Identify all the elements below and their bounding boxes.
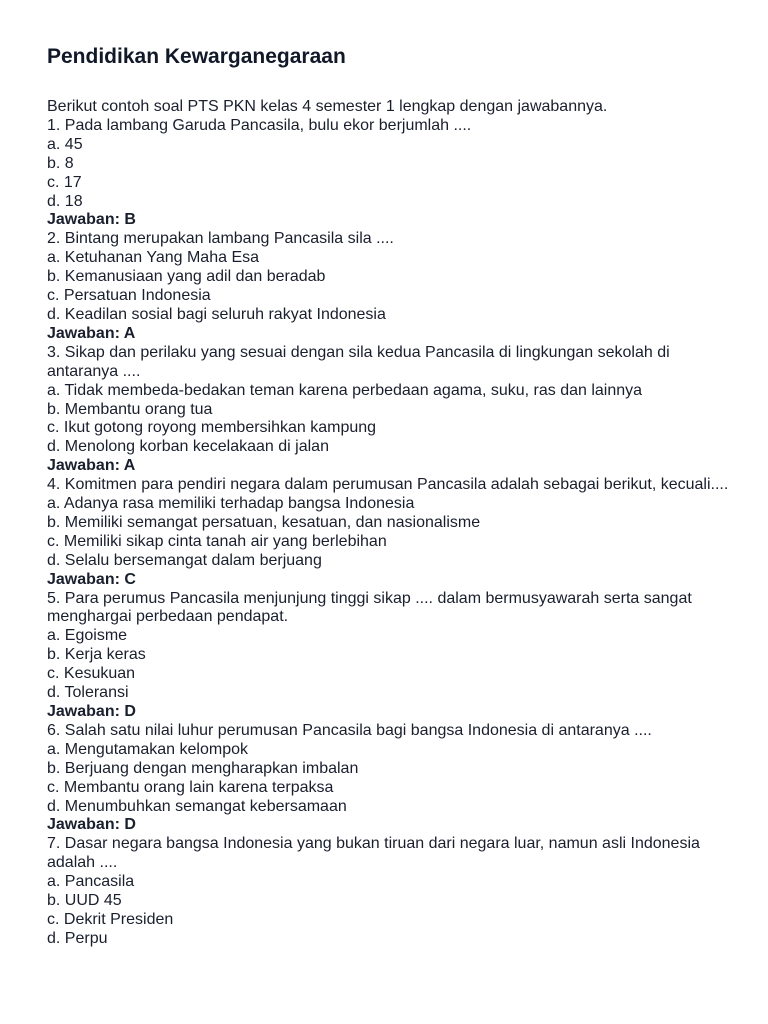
option-b: b. Kemanusiaan yang adil dan beradab [47,268,326,286]
option-c: c. Kesukuan [47,665,136,683]
document-page [47,44,737,949]
question-4 [47,476,737,589]
option-b: b. Membantu orang tua [47,400,213,418]
option-a: a. Pancasila [47,873,135,891]
option-d: d. Keadilan sosial bagi seluruh rakyat Indonesia [47,305,386,323]
option-c: c. Membantu orang lain karena terpaksa [47,778,334,796]
answer-text: Jawaban: A [47,324,136,342]
question-text: 6. Salah satu nilai luhur perumusan Pancasila bagi bangsa Indonesia di antaranya .... [47,721,652,739]
option-c: c. Ikut gotong royong membersihkan kampung [47,419,377,437]
document-title: Pendidikan Kewarganegaraan [47,45,346,68]
option-d: d. 18 [47,192,83,210]
question-6 [47,722,737,835]
question-2 [47,230,737,343]
option-b: b. Berjuang dengan mengharapkan imbalan [47,759,359,777]
option-d: d. Toleransi [47,684,129,702]
answer-text: Jawaban: B [47,211,136,229]
answer-text: Jawaban: D [47,703,136,720]
option-a: a. Egoisme [47,627,128,645]
question-text: 4. Komitmen para pendiri negara dalam perumusan Pancasila adalah sebagai berikut, kecuali.... [47,476,729,494]
answer-text: Jawaban: A [47,457,136,475]
option-d: d. Perpu [47,929,108,947]
option-b: b. 8 [47,154,74,172]
intro-text: Berikut contoh soal PTS PKN kelas 4 semester 1 lengkap dengan jawabannya. [47,98,608,115]
option-a: a. 45 [47,135,83,153]
option-a: a. Ketuhanan Yang Maha Esa [47,249,260,267]
question-text: 2. Bintang merupakan lambang Pancasila sila .... [47,230,394,248]
option-a: a. Tidak membeda-bedakan teman karena perbedaan agama, suku, ras dan lainnya [47,381,643,399]
question-5 [47,590,737,722]
option-d: d. Selalu bersemangat dalam berjuang [47,551,322,569]
option-c: c. Memiliki sikap cinta tanah air yang berlebihan [47,532,387,550]
question-text: 7. Dasar negara bangsa Indonesia yang bukan tiruan dari negara luar, namun asli Indonesia adalah .... [47,835,700,872]
option-c: c. Persatuan Indonesia [47,287,211,305]
option-b: b. Kerja keras [47,646,146,664]
question-text: 1. Pada lambang Garuda Pancasila, bulu ekor berjumlah .... [47,116,472,134]
option-d: d. Menumbuhkan semangat kebersamaan [47,797,347,815]
question-1 [47,117,737,230]
answer-text: Jawaban: D [47,816,136,834]
question-7 [47,835,737,948]
question-text: 5. Para perumus Pancasila menjunjung tinggi sikap .... dalam bermusyawarah serta sangat menghargai perbedaan pendapat. [47,589,692,626]
option-c: c. Dekrit Presiden [47,910,174,928]
question-text: 3. Sikap dan perilaku yang sesuai dengan sila kedua Pancasila di lingkungan sekolah di antaranya .... [47,343,670,380]
answer-text: Jawaban: C [47,570,136,588]
question-3 [47,344,737,476]
option-c: c. 17 [47,173,82,191]
option-a: a. Adanya rasa memiliki terhadap bangsa Indonesia [47,495,415,513]
option-b: b. Memiliki semangat persatuan, kesatuan, dan nasionalisme [47,513,481,531]
option-b: b. UUD 45 [47,892,122,910]
option-d: d. Menolong korban kecelakaan di jalan [47,438,329,456]
option-a: a. Mengutamakan kelompok [47,740,248,758]
